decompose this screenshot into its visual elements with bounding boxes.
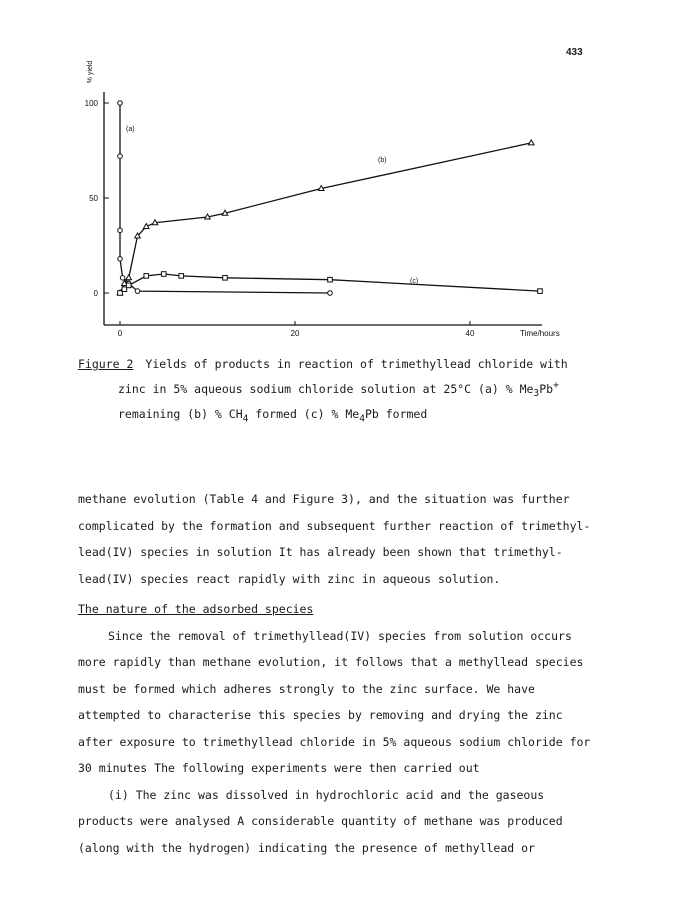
series-line <box>120 103 330 293</box>
x-tick-label: 0 <box>117 329 123 338</box>
paragraph-3 <box>78 782 618 862</box>
yield-chart <box>0 0 676 350</box>
data-point <box>126 275 132 280</box>
data-point <box>538 289 543 294</box>
x-tick-label: 20 <box>290 329 300 338</box>
y-tick-label: 0 <box>93 289 98 298</box>
data-point <box>179 274 184 279</box>
series-label: (c) <box>410 278 419 285</box>
caption-line-1: Yields of products in reaction of trimethyllead chloride with <box>145 357 568 371</box>
data-point <box>161 272 166 277</box>
text-line: lead(IV) species in solution It has already been shown that trimethyl- <box>78 545 563 559</box>
series-label: (b) <box>378 157 387 164</box>
text-line: more rapidly than methane evolution, it follows that a methyllead species <box>78 655 584 669</box>
figure-caption <box>78 354 598 429</box>
caption-line-3 <box>78 404 598 429</box>
chart-axes <box>85 61 560 338</box>
caption-line-2a: zinc in 5% aqueous sodium chloride solution at 25°C (a) % Me <box>118 381 534 396</box>
data-point <box>118 154 123 159</box>
data-point <box>118 101 123 106</box>
data-point <box>328 291 333 296</box>
page-number: 433 <box>566 47 583 58</box>
series-label: (a) <box>126 126 135 133</box>
caption-line-3c: Pb formed <box>364 407 428 422</box>
section-heading: The nature of the adsorbed species <box>78 602 314 616</box>
data-point <box>126 283 131 288</box>
data-point <box>143 224 149 229</box>
body-text <box>78 486 618 861</box>
caption-line-3b: formed (c) % Me <box>248 407 360 422</box>
y-tick-label: 100 <box>84 99 98 108</box>
data-point <box>118 257 123 262</box>
x-tick-label: 40 <box>465 329 475 338</box>
y-axis-title: % yield <box>87 60 94 84</box>
data-point <box>144 274 149 279</box>
data-point <box>135 289 140 294</box>
caption-line-2b: Pb <box>539 381 554 396</box>
text-line: (along with the hydrogen) indicating the presence of methyllead or <box>78 840 535 855</box>
caption-sub-3: 3 <box>533 388 540 400</box>
chart-labels <box>126 126 418 285</box>
data-point <box>328 277 333 282</box>
data-point <box>205 214 211 219</box>
caption-sup-plus: + <box>553 380 559 391</box>
text-line: 30 minutes The following experiments were then carried out <box>78 761 480 775</box>
data-point <box>120 276 125 281</box>
text-line: after exposure to trimethyllead chloride in 5% aqueous sodium chloride for <box>78 734 591 749</box>
y-tick-label: 50 <box>89 194 98 203</box>
text-line: Since the removal of trimethyllead(IV) species from solution occurs <box>108 628 572 643</box>
series-triangle <box>117 140 534 295</box>
series-line <box>120 143 531 293</box>
text-line: methane evolution (Table 4 and Figure 3), and the situation was further <box>78 492 570 506</box>
data-point <box>118 228 123 233</box>
data-point <box>223 276 228 281</box>
text-line: attempted to characterise this species by removing and drying the zinc <box>78 708 563 722</box>
caption-sub-4b: 4 <box>359 413 365 425</box>
text-line: must be formed which adheres strongly to the zinc surface. We have <box>78 681 535 696</box>
caption-line-3a: remaining (b) % CH <box>118 407 243 422</box>
caption-sub-4a: 4 <box>242 413 249 425</box>
caption-label: Figure 2 <box>78 357 134 371</box>
text-line: (i) The zinc was dissolved in hydrochloric acid and the gaseous <box>108 787 545 802</box>
text-line: complicated by the formation and subsequent further reaction of trimethyl- <box>78 518 591 533</box>
text-line: lead(IV) species react rapidly with zinc in aqueous solution. <box>78 571 501 586</box>
chart-series <box>117 101 542 296</box>
data-point <box>528 140 534 145</box>
data-point <box>152 220 158 225</box>
paragraph-2 <box>78 623 618 782</box>
text-line: products were analysed A considerable quantity of methane was produced <box>78 814 563 828</box>
series-circle <box>118 101 333 296</box>
data-point <box>318 186 324 191</box>
x-axis-title: Time/hours <box>520 329 560 338</box>
data-point <box>222 210 228 215</box>
caption-line-2 <box>78 375 598 404</box>
paragraph-1 <box>78 486 618 592</box>
